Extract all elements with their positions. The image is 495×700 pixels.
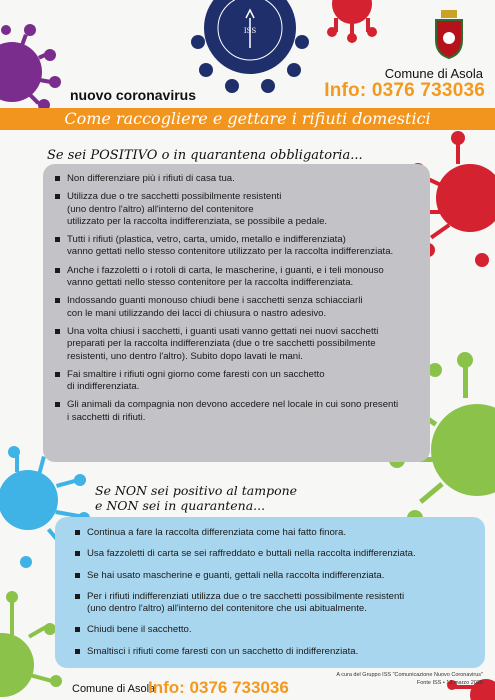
bullet-icon <box>75 627 80 632</box>
bullet-icon <box>55 237 60 242</box>
virus-red-top-illustration <box>322 0 382 45</box>
iss-logo-circle <box>190 0 310 95</box>
bullet-icon <box>55 372 60 377</box>
list-item: Usa fazzoletti di carta se sei raffreddato e buttali nella raccolta indifferenziata. <box>74 548 479 560</box>
subtitle-nuovo-coronavirus: nuovo coronavirus <box>70 87 197 103</box>
list-item: Continua a fare la raccolta differenziata come hai fatto finora. <box>74 527 479 539</box>
list-item: Utilizza due o tre sacchetti possibilmente resistenti (uno dentro l'altro) all'interno del contenitore utilizzato per la raccolta indifferenziata, se possibile a pedale. <box>54 191 424 228</box>
comune-coat-of-arms-icon <box>433 10 465 60</box>
list-item: Non differenziare più i rifiuti di casa tua. <box>54 173 424 185</box>
list-item: Chiudi bene il sacchetto. <box>74 624 479 636</box>
section-heading-positive: Se sei POSITIVO o in quarantena obbligatoria... <box>47 148 363 163</box>
list-negative <box>74 527 479 658</box>
bullet-icon <box>55 176 60 181</box>
bullet-icon <box>75 573 80 578</box>
bullet-icon <box>55 194 60 199</box>
virus-purple-illustration <box>0 0 80 120</box>
list-item: Se hai usato mascherine e guanti, gettali nella raccolta indifferenziata. <box>74 570 479 582</box>
list-positive <box>54 173 424 424</box>
bullet-icon <box>75 551 80 556</box>
bullet-icon <box>55 268 60 273</box>
list-item: Gli animali da compagnia non devono accedere nel locale in cui sono presenti i sacchetti di rifiuti. <box>54 399 424 424</box>
section-heading-negative: Se NON sei positivo al tampone e NON sei in quarantena... <box>95 483 298 513</box>
list-item: Fai smaltire i rifiuti ogni giorno come faresti con un sacchetto di indifferenziata. <box>54 369 424 394</box>
list-item: Indossando guanti monouso chiudi bene i sacchetti senza schiacciarli con le mani utilizzando dei lacci di chiusura o nastro adesivo. <box>54 295 424 320</box>
list-item: Una volta chiusi i sacchetti, i guanti usati vanno gettati nei nuovi sacchetti preparati per la raccolta indifferenziata (due o tre sacchetti possibilmente resistenti, uno dentro l'altro). Subito dopo lavati le mani. <box>54 326 424 363</box>
list-item: Tutti i rifiuti (plastica, vetro, carta, umido, metallo e indifferenziata) vanno gettati nello stesso contenitore utilizzato per la raccolta indifferenziata. <box>54 234 424 259</box>
page-title-banner: Come raccogliere e gettare i rifiuti domestici <box>0 108 495 130</box>
footer-comune: Comune di Asola <box>72 683 156 695</box>
comune-label: Comune di Asola <box>384 66 483 81</box>
footer-credit: A cura del Gruppo ISS "Comunicazione Nuovo Coronavirus" Fonte ISS • 13 marzo 2020 <box>336 672 483 686</box>
list-item: Smaltisci i rifiuti come faresti con un sacchetto di indifferenziata. <box>74 646 479 658</box>
list-item: Per i rifiuti indifferenziati utilizza due o tre sacchetti possibilmente resistenti (uno dentro l'altro) all'interno del contenitore che usi abitualmente. <box>74 591 479 616</box>
bullet-icon <box>55 298 60 303</box>
footer-info-phone: Info: 0376 733036 <box>148 678 289 697</box>
bullet-icon <box>75 530 80 535</box>
list-item: Anche i fazzoletti o i rotoli di carta, le mascherine, i guanti, e i teli monouso vanno gettati nello stesso contenitore per la raccolta indifferenziata. <box>54 265 424 290</box>
bullet-icon <box>55 402 60 407</box>
bullet-icon <box>55 329 60 334</box>
bullet-icon <box>75 649 80 654</box>
bullet-icon <box>75 594 80 599</box>
info-phone: Info: 0376 733036 <box>324 80 485 101</box>
svg-text:ISS: ISS <box>243 27 257 35</box>
